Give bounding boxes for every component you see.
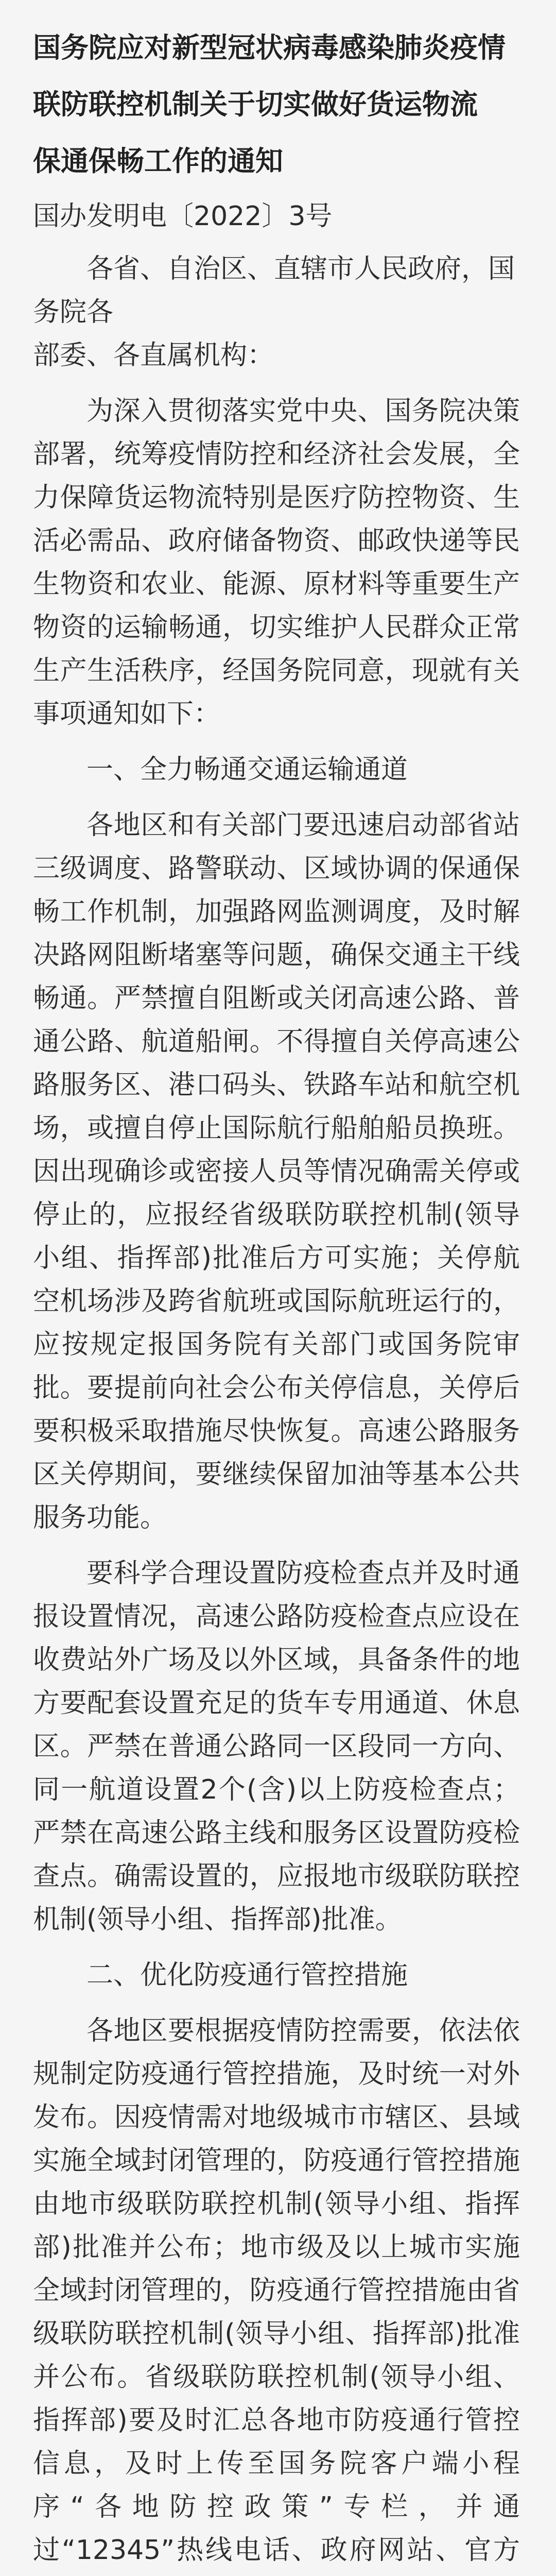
intro-paragraph: 为深入贯彻落实党中央、国务院决策部署，统筹疫情防控和经济社会发展，全力保障货运物流特别是医疗防控物资、生活必需品、政府储备物资、邮政快递等民生物资和农业、能源、原材料等重要生产物资的运输畅通，切实维护人民群众正常生产生活秩序，经国务院同意，现就有关事项通知如下： <box>33 396 520 730</box>
salutation: 各省、自治区、直辖市人民政府，国务院各 部委、各直属机构： <box>33 253 515 371</box>
document-number: 国办发明电〔2022〕3号 <box>33 201 333 232</box>
document-title-line-3: 保通保畅工作的通知 <box>33 145 283 177</box>
section-2-heading: 二、优化防疫通行管控措施 <box>86 1960 408 1991</box>
section-1-heading: 一、全力畅通交通运输通道 <box>86 754 408 785</box>
section-1-paragraph-2: 要科学合理设置防疫检查点并及时通报设置情况，高速公路防疫检查点应设在收费站外广场及以外区域，具备条件的地方要配套设置充足的货车专用通道、休息区。严禁在普通公路同一区段同一方向、同一航道设置2个(含)以上防疫检查点；严禁在高速公路主线和服务区设置防疫检查点。确需设置的，应报地市级联防联控机制(领导小组、指挥部)批准。 <box>33 1558 520 1935</box>
section-1-paragraph-1: 各地区和有关部门要迅速启动部省站三级调度、路警联动、区域协调的保通保畅工作机制，加强路网监测调度，及时解决路网阻断堵塞等问题，确保交通主干线畅通。严禁擅自阻断或关闭高速公路、普通公路、航道船闸。不得擅自关停高速公路服务区、港口码头、铁路车站和航空机场，或擅自停止国际航行船舶船员换班。因出现确诊或密接人员等情况确需关停或停止的，应报经省级联防联控机制(领导小组、指挥部)批准后方可实施；关停航空机场涉及跨省航班或国际航班运行的，应按规定报国务院有关部门或国务院审批。要提前向社会公布关停信息，关停后要积极采取措施尽快恢复。高速公路服务区关停期间，要继续保留加油等基本公共服务功能。 <box>33 810 520 1533</box>
document-title-line-1: 国务院应对新型冠状病毒感染肺炎疫情 <box>33 31 506 64</box>
document-title-line-2: 联防联控机制关于切实做好货运物流 <box>33 88 478 121</box>
section-2-paragraph-1: 各地区要根据疫情防控需要，依法依规制定防疫通行管控措施，及时统一对外发布。因疫情需对地级城市市辖区、县域实施全域封闭管理的，防疫通行管控措施由地市级联防联控机制(领导小组、指挥部)批准并公布；地市级及以上城市实施全域封闭管理的，防疫通行管控措施由省级联防联控机制(领导小组、指挥部)批准并公布。省级联防联控机制(领导小组、指挥部)要及时汇总各地市防疫通行管控信息，及时上传至国务院客户端小程序“各地防控政策”专栏，并通过“12345”热线电话、政府网站、官方 <box>33 2015 520 2566</box>
